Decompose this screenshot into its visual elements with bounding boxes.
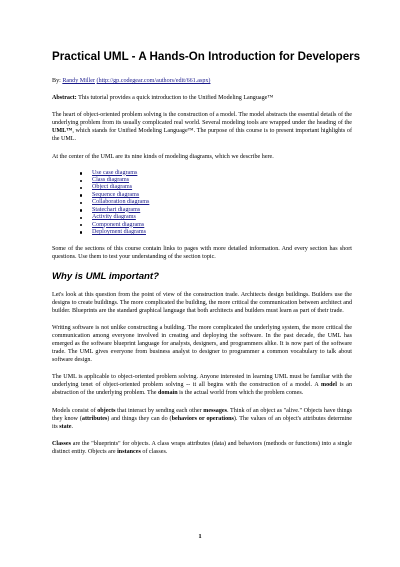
text-run: ) and things they can do ( [107,415,172,422]
diagram-link[interactable]: Sequence diagrams [92,191,140,198]
term-attributes: attributes [81,415,108,422]
section-paragraph-4 [52,407,352,431]
term-behaviors: behaviors or operations [171,415,234,422]
term-objects: objects [97,407,116,414]
text-run: The UML is applicable to object-oriented problem solving. Anyone interested in learning UML must be familiar with the underlying tenet of object-oriented problem solving -- it all begins with the construction of a model. A [52,374,352,389]
page-number: 1 [198,533,202,540]
by-label: By: [52,78,61,84]
author-url-link[interactable]: (http://gp.codegear.com/authors/edit/661.aspx) [96,78,211,84]
text-run: Models consist of [52,407,98,414]
intro-text-a: The heart of object-oriented problem solving is the construction of a model. The model abstracts the essential details of the underlying problem from its usually complicated real world. Several modeling tools are wrapped under the heading of the [52,112,352,127]
section-heading: Why is UML important? [52,270,159,282]
term-model: model [321,382,337,389]
diagram-link[interactable]: Use case diagrams [92,169,138,176]
byline [52,77,352,85]
text-run: of classes. [140,448,168,455]
list-item[interactable] [92,207,352,214]
document-title: Practical UML - A Hands-On Introduction for Developers [52,50,361,63]
diagram-link[interactable]: Object diagrams [92,184,133,191]
intro-text-b: , which stands for Unified Modeling Language™. The purpose of this course is to present important highlights of the UML. [52,128,352,143]
diagram-link[interactable]: Statechart diagrams [92,206,141,213]
text-run: that interact by sending each other [115,407,204,414]
abstract [52,94,352,102]
diagram-link[interactable]: Collaboration diagrams [92,199,150,206]
text-run: ). The values of an object's attributes determine its [52,415,353,430]
author-link[interactable]: Randy Miller [62,78,96,84]
intro-paragraph-2: At the center of the UML are its nine kinds of modeling diagrams, which we describe here. [52,153,274,160]
diagram-link[interactable]: Deployment diagrams [92,228,146,235]
section-paragraph-2: Writing software is not unlike constructing a building. The more complicated the underlying system, the more critical the communication among everyone involved in creating and deploying the software. In the past decade, the UML has emerged as the software blueprint language for analysts, designers, and programmers alike. It is now part of the software trade. The UML gives everyone from business analyst to designer to programmer a common vocabulary to talk about software design. [52,324,352,364]
list-item[interactable] [92,214,352,221]
term-classes: Classes [52,440,71,447]
text-run: are the "blueprints" for objects. A class wraps attributes (data) and behaviors (methods or functions) into a single distinct entity. Objects are [52,440,352,455]
text-run: . Think of an object as "alive." Objects have things they know ( [52,407,352,422]
term-domain: domain [158,390,178,397]
diagram-link-list [52,170,352,237]
uml-term: UML™ [52,128,73,135]
section-paragraph-1: Let's look at this question from the point of view of the construction trade. Architects design buildings. Builders use the designs to create buildings. The more complicated the building, the more critical the communication between architect and builder. Blueprints are the standard graphical language that both architects and builders must learn as part of their trade. [52,291,352,314]
diagram-link[interactable]: Component diagrams [92,221,145,228]
list-item[interactable] [92,199,352,206]
list-item[interactable] [92,222,352,229]
term-state: state [59,423,72,430]
diagram-link[interactable]: Activity diagrams [92,214,136,221]
after-list-paragraph: Some of the sections of this course contain links to pages with more detailed information. And every section has short questions. Use them to test your understanding of the section topic. [52,246,352,261]
list-item[interactable] [92,177,352,184]
list-item[interactable] [92,170,352,177]
list-item[interactable] [92,229,352,236]
text-run: . [71,423,73,430]
text-run: is the actual world from which the problem comes. [177,390,304,397]
text-run: is an abstraction of the underlying problem. The [52,382,352,397]
term-instances: instances [117,448,141,455]
abstract-text: This tutorial provides a quick introduction to the Unified Modeling Language™ [78,95,274,102]
section-paragraph-5 [52,440,352,456]
section-paragraph-3 [52,373,352,397]
diagram-link[interactable]: Class diagrams [92,177,130,184]
term-messages: messages [203,407,227,414]
intro-paragraph-1 [52,111,352,143]
abstract-label: Abstract: [52,95,77,102]
list-item[interactable] [92,192,352,199]
list-item[interactable] [92,184,352,191]
